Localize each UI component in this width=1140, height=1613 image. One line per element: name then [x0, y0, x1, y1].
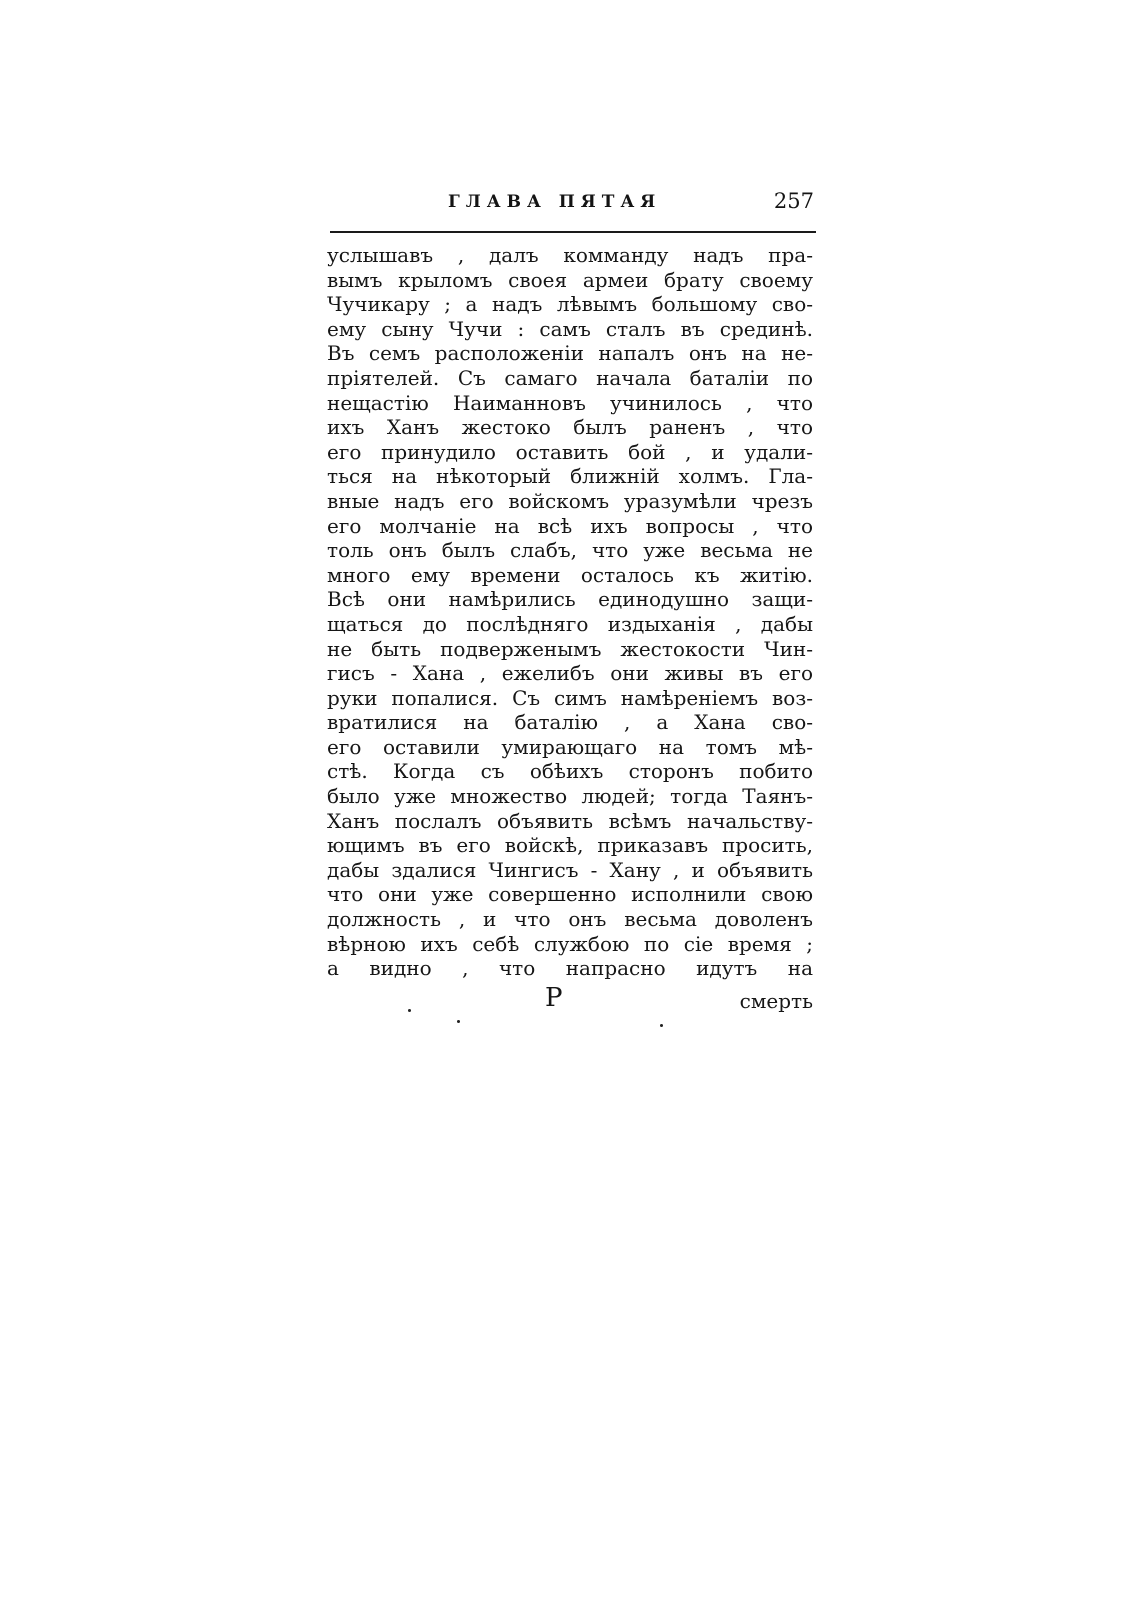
- ink-speck: [457, 1020, 460, 1023]
- page-footer: [327, 983, 813, 1017]
- text-line: вѣрною ихъ себѣ службою по сіе время ;: [327, 931, 813, 956]
- body-text: [327, 243, 813, 981]
- text-line: Чучикару ; а надъ лѣвымъ большому сво-: [327, 292, 813, 317]
- text-line: не быть подверженымъ жестокости Чин-: [327, 636, 813, 661]
- text-line: вратилися на баталію , а Хана сво-: [327, 710, 813, 735]
- text-line: его принудило оставить бой , и удали-: [327, 439, 813, 464]
- catchword: смерть: [739, 989, 813, 1013]
- text-line: ихъ Ханъ жестоко былъ раненъ , что: [327, 415, 813, 440]
- text-line: дабы здалися Чингисъ - Хану , и объявить: [327, 857, 813, 882]
- text-line: пріятелей. Съ самаго начала баталіи по: [327, 365, 813, 390]
- text-line: ющимъ въ его войскѣ, приказавъ просить,: [327, 833, 813, 858]
- text-line: гисъ - Хана , ежелибъ они живы въ его: [327, 661, 813, 686]
- text-line: что они уже совершенно исполнили свою: [327, 882, 813, 907]
- ink-speck: [660, 1024, 663, 1027]
- text-line: Ханъ послалъ объявить всѣмъ начальству-: [327, 808, 813, 833]
- text-line: должность , и что онъ весьма доволенъ: [327, 907, 813, 932]
- text-line: много ему времени осталось къ житію.: [327, 562, 813, 587]
- chapter-title: ГЛАВА ПЯТАЯ: [448, 192, 662, 212]
- text-line: стѣ. Когда съ обѣихъ сторонъ побито: [327, 759, 813, 784]
- text-line: Всѣ они намѣрились единодушно защи-: [327, 587, 813, 612]
- text-line: руки попалися. Съ симъ намѣреніемъ воз-: [327, 685, 813, 710]
- text-line: его оставили умирающаго на томъ мѣ-: [327, 734, 813, 759]
- text-line: услышавъ , далъ комманду надъ пра-: [327, 243, 813, 267]
- text-line: было уже множество людей; тогда Таянъ-: [327, 784, 813, 809]
- ink-speck: [408, 1009, 411, 1012]
- text-line: вымъ крыломъ своея армеи брату своему: [327, 267, 813, 292]
- text-line: его молчаніе на всѣ ихъ вопросы , что: [327, 513, 813, 538]
- text-line: а видно , что напрасно идутъ на: [327, 956, 813, 981]
- text-line: Въ семъ расположеніи напалъ онъ на не-: [327, 341, 813, 366]
- running-head: [330, 189, 818, 218]
- text-line: ему сыну Чучи : самъ сталъ въ срединѣ.: [327, 316, 813, 341]
- text-line: ться на нѣкоторый ближній холмъ. Гла-: [327, 464, 813, 489]
- text-line: толь онъ былъ слабъ, что уже весьма не: [327, 538, 813, 563]
- text-line: щаться до послѣдняго издыханія , дабы: [327, 611, 813, 636]
- text-line: нещастію Наиманновъ учинилось , что: [327, 390, 813, 415]
- header-rule: [330, 231, 816, 233]
- page-number: 257: [773, 189, 814, 213]
- signature-mark: Р: [545, 983, 563, 1013]
- text-line: вные надъ его войскомъ уразумѣли чрезъ: [327, 488, 813, 513]
